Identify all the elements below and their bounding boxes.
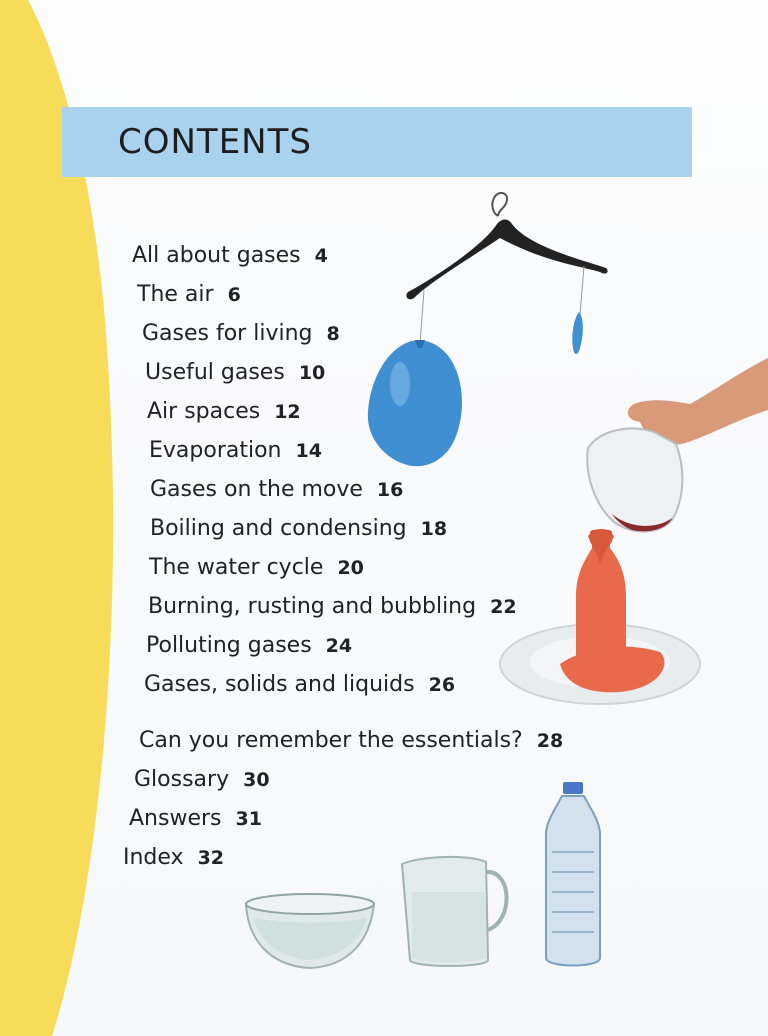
toc-title: All about gases	[132, 243, 301, 268]
toc-entry[interactable]	[147, 399, 301, 424]
toc-entry[interactable]	[148, 594, 517, 619]
toc-entry[interactable]	[145, 360, 325, 385]
toc-page: 30	[243, 769, 270, 791]
toc-entry[interactable]	[150, 516, 447, 541]
toc-entry[interactable]	[134, 767, 270, 792]
toc-title: Can you remember the essentials?	[139, 728, 523, 753]
toc-page: 12	[274, 401, 301, 423]
toc-title: Air spaces	[147, 399, 261, 424]
toc-title: The water cycle	[149, 555, 324, 580]
toc-entry[interactable]	[144, 672, 455, 697]
toc-page: 32	[197, 847, 225, 869]
toc-page: 16	[376, 479, 404, 501]
toc-title: Gases for living	[142, 321, 313, 346]
toc-page: 18	[420, 518, 448, 540]
toc-page: 28	[536, 730, 564, 752]
toc-page: 10	[298, 362, 326, 384]
toc-title: Gases, solids and liquids	[144, 672, 415, 697]
toc-title: Answers	[129, 806, 222, 831]
toc-title: Evaporation	[149, 438, 282, 463]
toc-entry[interactable]	[150, 477, 403, 502]
toc-page: 14	[295, 440, 322, 462]
toc-entry[interactable]	[129, 806, 262, 831]
toc-entry[interactable]	[123, 845, 224, 870]
toc-page: 20	[337, 557, 364, 579]
page-title: CONTENTS	[118, 122, 312, 162]
toc-entry[interactable]	[142, 321, 340, 346]
toc-page: 4	[314, 245, 328, 267]
toc-title: Index	[123, 845, 184, 870]
toc-page: 6	[227, 284, 241, 306]
toc-entry[interactable]	[137, 282, 241, 307]
toc-page: 24	[325, 635, 353, 657]
toc-entry[interactable]	[139, 728, 563, 753]
toc-title: Polluting gases	[146, 633, 312, 658]
toc-title: Burning, rusting and bubbling	[148, 594, 477, 619]
toc-title: Useful gases	[145, 360, 285, 385]
toc-page: 8	[326, 323, 340, 345]
toc-title: Gases on the move	[150, 477, 363, 502]
toc-entry[interactable]	[146, 633, 352, 658]
toc-entry[interactable]	[132, 243, 328, 268]
toc-page: 26	[428, 674, 456, 696]
toc-entry[interactable]	[149, 555, 364, 580]
toc-title: Glossary	[134, 767, 230, 792]
toc-page: 22	[490, 596, 517, 618]
toc-title: The air	[137, 282, 214, 307]
toc-title: Boiling and condensing	[150, 516, 407, 541]
toc-entry[interactable]	[149, 438, 322, 463]
toc-page: 31	[235, 808, 262, 830]
